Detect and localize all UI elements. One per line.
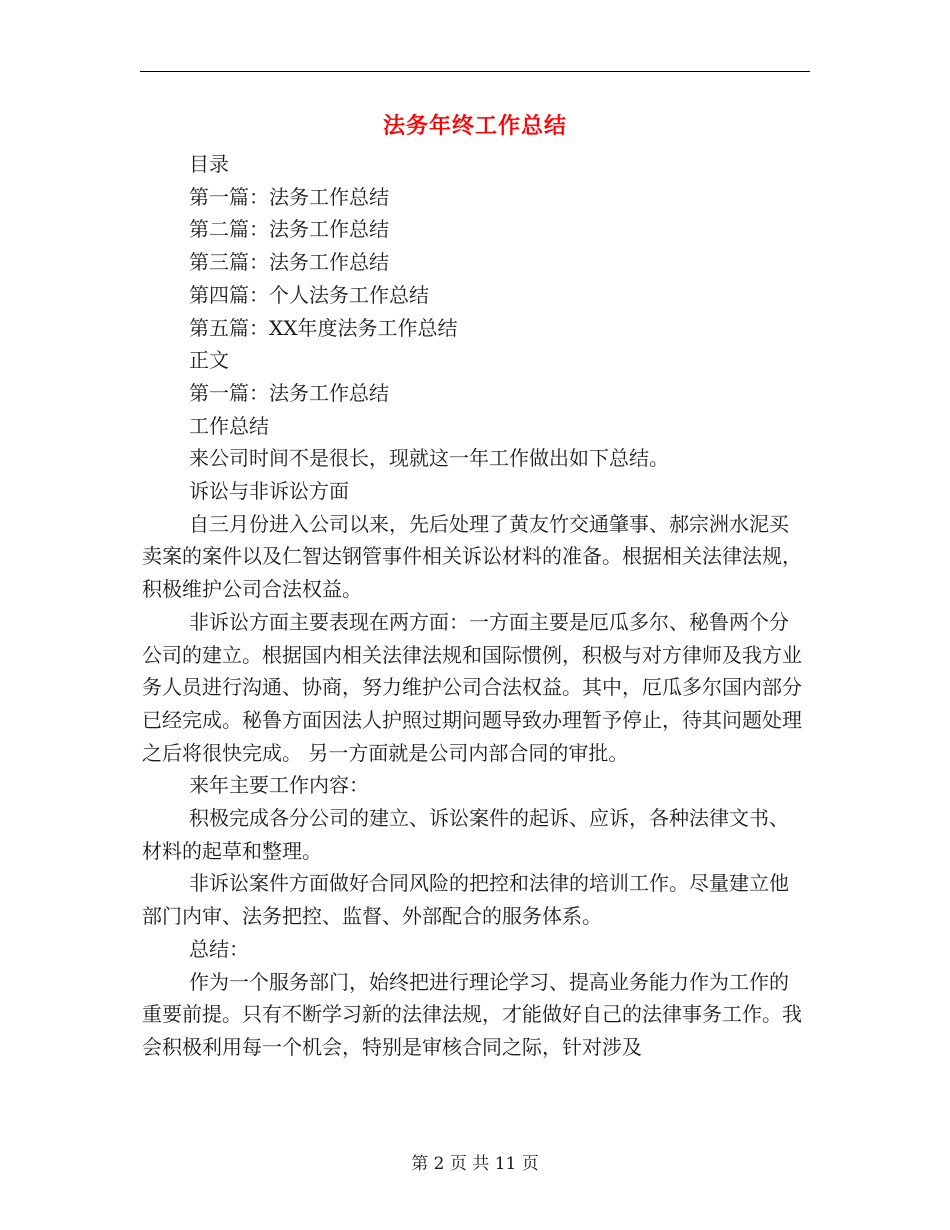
paragraph: 非诉讼方面主要表现在两方面：一方面主要是厄瓜多尔、秘鲁两个分公司的建立。根据国内相关法律法规和国际惯例，积极与对方律师及我方业务人员进行沟通、协商，努力维护公司合法权益。其中，厄瓜多尔国内部分已经完成。秘鲁方面因法人护照过期问题导致办理暂予停止，待其问题处理之后将很快完成。 另一方面就是公司内部合同的审批。 [142,609,802,765]
toc-item: 第四篇：个人法务工作总结 [189,282,429,307]
section-heading: 第一篇：法务工作总结 [189,380,389,405]
paragraph: 来公司时间不是很长，现就这一年工作做出如下总结。 [189,446,669,471]
paragraph: 作为一个服务部门，始终把进行理论学习、提高业务能力作为工作的重要前提。只有不断学习新的法律法规，才能做好自己的法律事务工作。我会积极利用每一个机会，特别是审核合同之际，针对涉及 [142,969,802,1059]
paragraph: 自三月份进入公司以来，先后处理了黄友竹交通肇事、郝宗洲水泥买卖案的案件以及仁智达钢管事件相关诉讼材料的准备。根据相关法律法规，积极维护公司合法权益。 [142,511,802,602]
toc-item: 第二篇：法务工作总结 [189,217,389,242]
toc-item: 第三篇：法务工作总结 [189,250,389,275]
paragraph-heading: 来年主要工作内容： [189,773,369,798]
header-rule [140,71,810,72]
subheading: 工作总结 [189,413,269,438]
page-number-footer: 第 2 页 共 11 页 [411,1154,539,1174]
paragraph-heading: 诉讼与非诉讼方面 [189,479,349,504]
toc-item: 第一篇：法务工作总结 [189,184,389,209]
document-title: 法务年终工作总结 [382,113,567,139]
paragraph: 积极完成各分公司的建立、诉讼案件的起诉、应诉，各种法律文书、材料的起草和整理。 [142,806,789,863]
toc-heading: 目录 [189,152,229,176]
paragraph-heading: 总结： [189,936,249,961]
toc-item: 第五篇：XX年度法务工作总结 [189,315,458,340]
body-heading: 正文 [189,348,229,373]
document-body [142,148,808,1064]
paragraph: 非诉讼案件方面做好合同风险的把控和法律的培训工作。尽量建立他部门内审、法务把控、监督、外部配合的服务体系。 [142,871,789,929]
